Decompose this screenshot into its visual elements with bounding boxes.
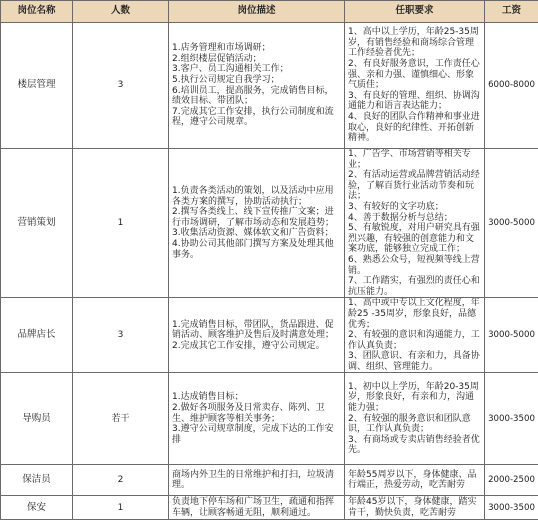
header-requirements: 任职要求 bbox=[345, 1, 485, 23]
table-header-row bbox=[1, 1, 538, 23]
description-line: 3.客户、员工沟通相关工作； bbox=[172, 64, 341, 75]
salary: 6000-8000 bbox=[485, 23, 538, 149]
salary: 3000-3500 bbox=[485, 373, 538, 465]
requirement-line: 3、团队意识、有亲和力，具备协调、组织、管理能力。 bbox=[348, 351, 481, 372]
requirement-line: 3、有较好的文字功底； bbox=[348, 202, 481, 213]
headcount: 3 bbox=[73, 298, 169, 373]
requirements-cell bbox=[345, 465, 485, 496]
description-line: 负责地下停车场和广场卫生，疏通和指挥车辆，让顾客畅通无阻，顺利通过。 bbox=[172, 497, 341, 518]
description-cell bbox=[169, 23, 345, 149]
description-line: 3.遵守公司规章制度，完成下达的工作安排 bbox=[172, 424, 341, 445]
requirements-cell bbox=[345, 23, 485, 149]
position-name: 保洁员 bbox=[1, 465, 73, 496]
description-line: 3.收集活动资源、媒体软文和广告资料； bbox=[172, 228, 341, 239]
description-line: 4.协助公司其他部门撰写方案及处理其他事务。 bbox=[172, 239, 341, 260]
description-line: 1.店务管理和市场调研； bbox=[172, 43, 341, 54]
header-salary: 工资 bbox=[485, 1, 538, 23]
requirement-line: 年龄45岁以下，身体健康，踏实肯干，勤快负责，吃苦耐劳 bbox=[348, 497, 481, 518]
description-line: 商场内外卫生的日常维护和打扫，垃圾清理。 bbox=[172, 470, 341, 491]
table-row bbox=[1, 373, 538, 465]
headcount: 1 bbox=[73, 496, 169, 520]
table-row bbox=[1, 23, 538, 149]
description-line: 2.做好各项服务及日常卖存、陈列、卫生、维护顾客等相关事务； bbox=[172, 403, 341, 424]
table-row bbox=[1, 298, 538, 373]
salary: 3000-5000 bbox=[485, 149, 538, 298]
salary: 2000-2500 bbox=[485, 465, 538, 496]
description-line: 1.负责各类活动的策划，以及活动中应用各类方案的撰写，协助活动执行； bbox=[172, 186, 341, 207]
requirement-line: 4、良好的团队合作精神和事业进取心，良好的纪律性、开拓创新精神。 bbox=[348, 112, 481, 144]
headcount: 1 bbox=[73, 149, 169, 298]
requirement-line: 2、有较强的意识和沟通能力，工作认真负责； bbox=[348, 330, 481, 351]
requirements-cell bbox=[345, 298, 485, 373]
header-description: 岗位描述 bbox=[169, 1, 345, 23]
description-line: 7.完成其它工作安排，执行公司制度和流程，遵守公司规章。 bbox=[172, 107, 341, 128]
requirements-cell bbox=[345, 373, 485, 465]
requirements-cell bbox=[345, 149, 485, 298]
salary: 3000-5000 bbox=[485, 298, 538, 373]
description-line: 6.培训员工，提高服务，完成销售目标，绩效目标、带团队； bbox=[172, 86, 341, 107]
requirement-line: 2、有较强的服务意识和团队意识，工作认真负责； bbox=[348, 414, 481, 435]
requirement-line: 2、有良好服务意识，工作责任心强、亲和力强、谨慎细心、形象气质佳； bbox=[348, 59, 481, 91]
description-line: 1.达成销售目标； bbox=[172, 392, 341, 403]
position-name: 营销策划 bbox=[1, 149, 73, 298]
requirement-line: 7、工作踏实，有强烈的责任心和抗压能力。 bbox=[348, 276, 481, 297]
description-line: 1.完成销售目标，带团队，货品跟进、促销活动、顾客维护及售后及时满意处理； bbox=[172, 320, 341, 341]
headcount: 若干 bbox=[73, 373, 169, 465]
header-headcount: 人数 bbox=[73, 1, 169, 23]
description-line: 2.撰写各类线上、线下宣传推广文案；进行市场调研，了解市场动态和发展趋势； bbox=[172, 207, 341, 228]
requirement-line: 6、熟悉公众号，短视频等线上营销。 bbox=[348, 255, 481, 276]
requirement-line: 5、有敏锐度，对用户研究具有强烈兴趣，有较强的创意能力和文案功底，能够独立完成工作； bbox=[348, 223, 481, 255]
headcount: 2 bbox=[73, 465, 169, 496]
description-line: 2.完成其它工作安排，遵守公司规定。 bbox=[172, 341, 341, 352]
requirement-line: 3、有商场或专卖店销售经验者优先。 bbox=[348, 435, 481, 456]
description-cell bbox=[169, 149, 345, 298]
requirement-line: 1、广告学、市场营销等相关专业； bbox=[348, 149, 481, 170]
description-line: 2.组织楼层促销活动； bbox=[172, 54, 341, 65]
requirement-line: 4、善于数据分析与总结； bbox=[348, 213, 481, 224]
requirement-line: 年龄55周岁以下，身体健康、品行端正，热爱劳动，吃苦耐劳 bbox=[348, 470, 481, 491]
headcount: 3 bbox=[73, 23, 169, 149]
requirement-line: 1、高中以上学历，年龄25-35周岁，有销售经验和商场综合管理工作经验者优先； bbox=[348, 27, 481, 59]
requirement-line: 1、初中以上学历，年龄20-35周岁，形象良好，有亲和力，沟通能力强； bbox=[348, 382, 481, 414]
salary: 3000-3500 bbox=[485, 496, 538, 520]
table-row bbox=[1, 149, 538, 298]
table-row bbox=[1, 465, 538, 496]
description-line: 5.执行公司规定自我学习； bbox=[172, 75, 341, 86]
position-name: 导购员 bbox=[1, 373, 73, 465]
description-cell bbox=[169, 298, 345, 373]
position-name: 楼层管理 bbox=[1, 23, 73, 149]
position-name: 品牌店长 bbox=[1, 298, 73, 373]
requirement-line: 2、有活动运营或品牌营销活动经验，了解百货行业活动节奏和玩法； bbox=[348, 170, 481, 202]
description-cell bbox=[169, 465, 345, 496]
position-name: 保安 bbox=[1, 496, 73, 520]
description-cell bbox=[169, 373, 345, 465]
requirement-line: 3、有良好的管理、组织、协调沟通能力和语言表达能力； bbox=[348, 91, 481, 112]
header-position-name: 岗位名称 bbox=[1, 1, 73, 23]
requirement-line: 1、高中或中专以上文化程度，年龄25 -35周岁，形象良好，品德优秀； bbox=[348, 298, 481, 330]
